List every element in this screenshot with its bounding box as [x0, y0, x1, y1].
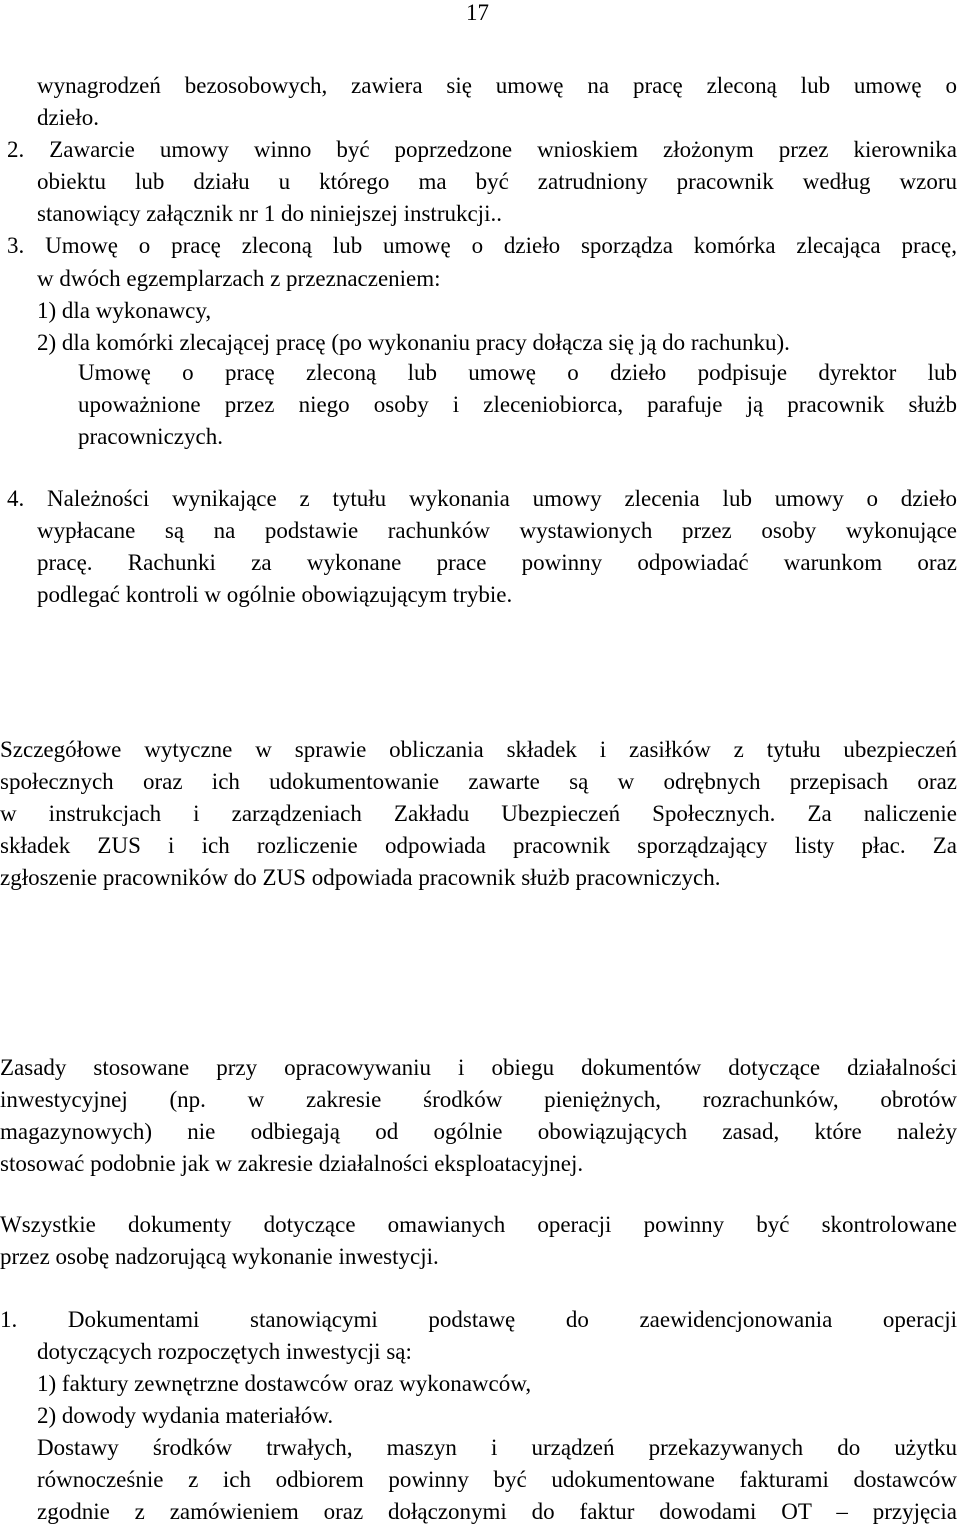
text-line: stanowiący załącznik nr 1 do niniejszej instrukcji..	[37, 201, 502, 226]
text-line: wynagrodzeń bezosobowych, zawiera się umowę na pracę zleconą lub umowę o	[37, 73, 957, 98]
text-line: upoważnione przez niego osoby i zleceniobiorca, parafuje ją pracownik służb	[78, 392, 957, 417]
page-number: 17	[466, 0, 489, 25]
text-line: Dostawy środków trwałych, maszyn i urządzeń przekazywanych do użytku	[37, 1435, 957, 1460]
list-item: 2) dowody wydania materiałów.	[37, 1403, 334, 1428]
text-line: zgodnie z zamówieniem oraz dołączonymi do faktur dowodami OT – przyjęcia	[37, 1499, 957, 1524]
text-line: magazynowych) nie odbiegają od ogólnie obowiązujących zasad, które należy	[0, 1119, 957, 1144]
text-line: społecznych oraz ich udokumentowanie zawarte są w odrębnych przepisach oraz	[0, 769, 957, 794]
text-line: dzieło.	[37, 105, 99, 130]
text-line: wypłacane są na podstawie rachunków wystawionych przez osoby wykonujące	[37, 518, 957, 543]
text-line: podlegać kontroli w ogólnie obowiązującym trybie.	[37, 582, 513, 607]
text-line: 4. Należności wynikające z tytułu wykonania umowy zlecenia lub umowy o dzieło	[7, 486, 957, 511]
text-line: obiektu lub działu u którego ma być zatrudniony pracownik według wzoru	[37, 169, 957, 194]
text-line: Zasady stosowane przy opracowywaniu i obiegu dokumentów dotyczące działalności	[0, 1055, 957, 1080]
text-line: Wszystkie dokumenty dotyczące omawianych operacji powinny być skontrolowane	[0, 1212, 957, 1237]
text-line: składek ZUS i ich rozliczenie odpowiada pracownik sporządzający listy płac. Za	[0, 833, 957, 858]
text-line: pracę. Rachunki za wykonane prace powinny odpowiadać warunkom oraz	[37, 550, 957, 575]
text-line: 2. Zawarcie umowy winno być poprzedzone wnioskiem złożonym przez kierownika	[7, 137, 957, 162]
text-line: pracowniczych.	[78, 424, 223, 449]
text-line: Umowę o pracę zleconą lub umowę o dzieło podpisuje dyrektor lub	[78, 360, 957, 385]
text-line: 3. Umowę o pracę zleconą lub umowę o dzieło sporządza komórka zlecająca pracę,	[7, 233, 957, 258]
list-item: 2) dla komórki zlecającej pracę (po wykonaniu pracy dołącza się ją do rachunku).	[37, 330, 790, 355]
text-line: w dwóch egzemplarzach z przeznaczeniem:	[37, 266, 441, 291]
text-line: równocześnie z ich odbiorem powinny być udokumentowane fakturami dostawców	[37, 1467, 957, 1492]
text-line: Szczegółowe wytyczne w sprawie obliczania składek i zasiłków z tytułu ubezpieczeń	[0, 737, 957, 762]
text-line: inwestycyjnej (np. w zakresie środków pieniężnych, rozrachunków, obrotów	[0, 1087, 957, 1112]
text-line: zgłoszenie pracowników do ZUS odpowiada pracownik służb pracowniczych.	[0, 865, 721, 890]
text-line: w instrukcjach i zarządzeniach Zakładu Ubezpieczeń Społecznych. Za naliczenie	[0, 801, 957, 826]
text-line: stosować podobnie jak w zakresie działalności eksploatacyjnej.	[0, 1151, 584, 1176]
list-item: 1) dla wykonawcy,	[37, 298, 212, 323]
list-item: 1) faktury zewnętrzne dostawców oraz wykonawców,	[37, 1371, 532, 1396]
text-line: dotyczących rozpoczętych inwestycji są:	[37, 1339, 412, 1364]
text-line: przez osobę nadzorującą wykonanie inwestycji.	[0, 1244, 439, 1269]
text-line: 1. Dokumentami stanowiącymi podstawę do zaewidencjonowania operacji	[0, 1307, 957, 1332]
